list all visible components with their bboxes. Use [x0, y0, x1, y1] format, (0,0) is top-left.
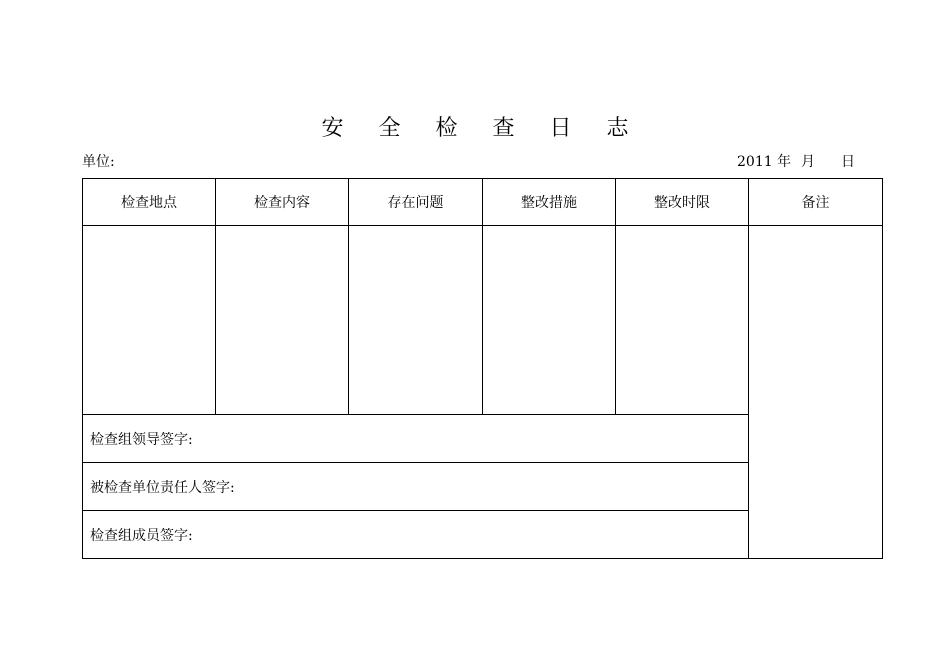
header-remarks: 备注 [749, 179, 883, 226]
date-line [737, 151, 855, 171]
date-month: 月 [801, 154, 815, 170]
header-rectification-measures: 整改措施 [483, 179, 616, 226]
cell-inspection-content[interactable] [216, 226, 349, 415]
header-inspection-content: 检查内容 [216, 179, 349, 226]
date-day: 日 [841, 154, 855, 170]
cell-rectification-measures[interactable] [483, 226, 616, 415]
header-rectification-deadline: 整改时限 [616, 179, 749, 226]
cell-existing-problems[interactable] [349, 226, 483, 415]
table-entry-row [83, 226, 883, 415]
header-existing-problems: 存在问题 [349, 179, 483, 226]
unit-label: 单位: [82, 154, 115, 170]
signature-group-leader: 检查组领导签字: [83, 415, 749, 463]
header-inspection-location: 检查地点 [83, 179, 216, 226]
signature-group-members: 检查组成员签字: [83, 511, 749, 559]
inspection-log-table [82, 178, 883, 559]
document-title: 安 全 检 查 日 志 [321, 116, 643, 141]
table-header-row [83, 179, 883, 226]
signature-responsible-person: 被检查单位责任人签字: [83, 463, 749, 511]
date-year: 2011 年 [737, 154, 792, 170]
cell-remarks[interactable] [749, 226, 883, 559]
cell-inspection-location[interactable] [83, 226, 216, 415]
cell-rectification-deadline[interactable] [616, 226, 749, 415]
